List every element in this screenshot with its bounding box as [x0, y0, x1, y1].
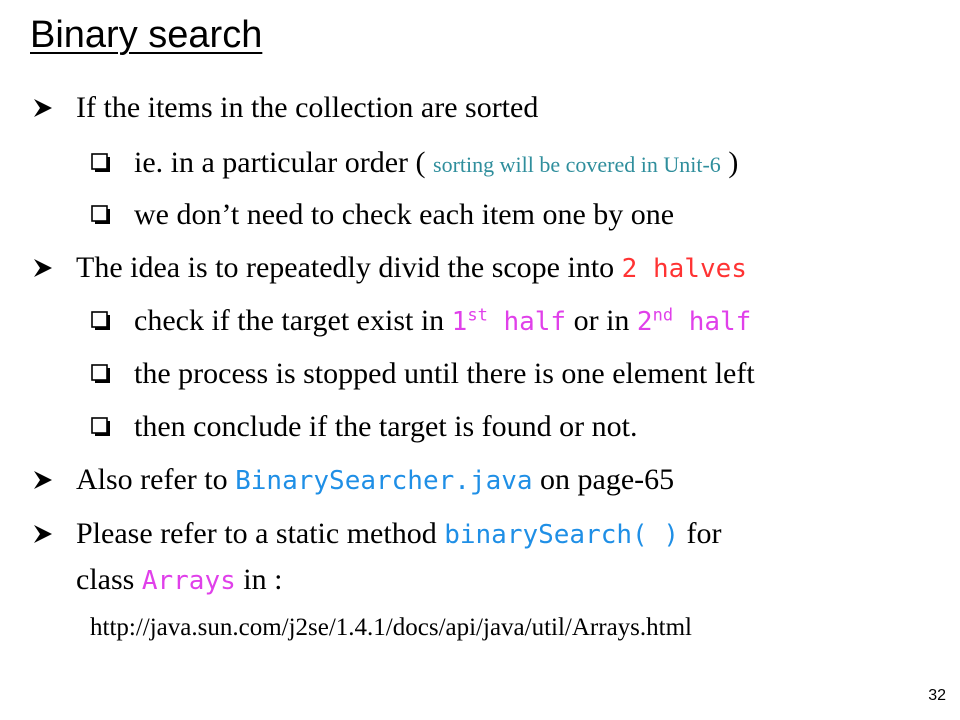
arrow-bullet-icon: [30, 520, 56, 548]
bullet-text: then conclude if the target is found or not.: [134, 410, 638, 443]
slide-title: Binary search: [30, 14, 263, 56]
square-bullet-icon: [88, 307, 114, 335]
api-url: http://java.sun.com/j2se/1.4.1/docs/api/java/util/Arrays.html: [90, 614, 692, 641]
code-arrays: Arrays: [141, 566, 236, 596]
bullet-text: Also refer to BinarySearcher.java on page-65: [76, 463, 675, 496]
bullet-text: ie. in a particular order ( sorting will be covered in Unit-6 ): [134, 146, 739, 179]
bullet-text: we don’t need to check each item one by one: [134, 198, 675, 231]
bullet-text: check if the target exist in 1st half or in 2nd half: [134, 304, 752, 337]
bullet-text: class Arrays in :: [76, 563, 283, 596]
bullet-text: the process is stopped until there is one element left: [134, 357, 755, 390]
arrow-bullet-icon: [30, 466, 56, 494]
arrow-bullet-icon: [30, 94, 56, 122]
square-bullet-icon: [88, 149, 114, 177]
second-half: 2nd half: [636, 305, 752, 337]
page-number: 32: [928, 687, 946, 704]
square-bullet-icon: [88, 201, 114, 229]
code-binarysearch: binarySearch( ): [444, 520, 680, 550]
unit-note: sorting will be covered in Unit-6: [433, 152, 721, 177]
bullet-text: If the items in the collection are sorted: [76, 91, 539, 124]
bullet-text: Please refer to a static method binarySearch( ) for: [76, 517, 722, 550]
code-binarysearcher: BinarySearcher.java: [235, 466, 533, 496]
highlight-halves: 2 halves: [621, 254, 747, 284]
square-bullet-icon: [88, 360, 114, 388]
first-half: 1st half: [451, 305, 567, 337]
square-bullet-icon: [88, 413, 114, 441]
arrow-bullet-icon: [30, 254, 56, 282]
bullet-text: The idea is to repeatedly divid the scope into 2 halves: [76, 251, 747, 284]
